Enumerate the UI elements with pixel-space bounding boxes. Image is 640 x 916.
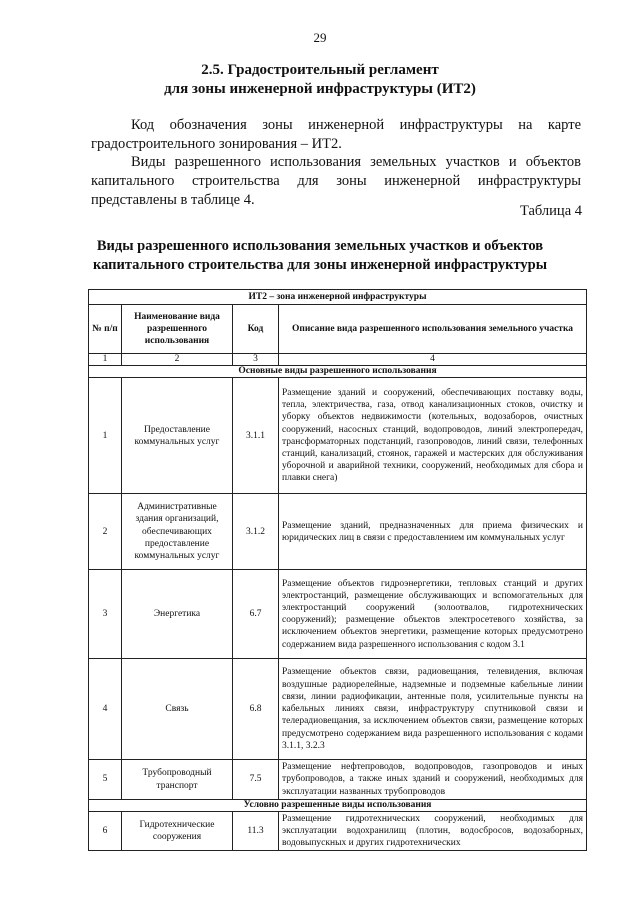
row-code: 11.3 — [233, 811, 279, 851]
col-header-code: Код — [233, 305, 279, 354]
row-name: Связь — [122, 659, 233, 760]
row-name: Предоставление коммунальных услуг — [122, 378, 233, 494]
section-title — [0, 61, 640, 99]
group-main-label: Основные виды разрешенного использования — [89, 366, 587, 378]
group-row-conditional — [89, 799, 587, 811]
row-description: Размещение нефтепроводов, водопроводов, газопроводов и иных трубопроводов, а также иных зданий и сооружений, необходимых для эксплуатации названных трубопроводов — [279, 760, 587, 800]
row-number: 4 — [89, 659, 122, 760]
section-title-line1: 2.5. Градостроительный регламент — [201, 62, 439, 78]
row-name: Гидротехнические сооружения — [122, 811, 233, 851]
row-name: Административные здания организаций, обеспечивающих предоставление коммунальных услуг — [122, 494, 233, 570]
table-row — [89, 811, 587, 851]
row-code: 6.7 — [233, 570, 279, 659]
row-description: Размещение объектов связи, радиовещания, телевидения, включая воздушные радиорелейные, надземные и подземные кабельные линии связи, линии радиофикации, антенные поля, усилительные пункты на кабельных линиях связи, инфраструктуру спутниковой связи и телерадиовещания, за исключением объектов связи, размещение которых предусмотрено содержанием вида разрешенного использования с кодами 3.1.1, 3.2.3 — [279, 659, 587, 760]
col-header-desc: Описание вида разрешенного использования земельного участка — [279, 305, 587, 354]
table-title — [0, 237, 640, 275]
page-number: 29 — [313, 30, 327, 45]
col-number: 1 — [89, 354, 122, 366]
col-number: 4 — [279, 354, 587, 366]
column-header-row — [89, 305, 587, 354]
row-description: Размещение зданий и сооружений, обеспечивающих поставку воды, тепла, электричества, газа, отвод канализационных стоков, очистку и уборку объектов недвижимости (котельных, водозаборов, очистных сооружений, насосных станций, водопроводов, линий электропередач, трансформаторных подстанций, газопроводов, линий связи, телефонных станций, канализаций, стоянок, гаражей и мастерских для обслуживания уборочной и аварийной техники, сооружений, необходимых для сбора и плавки снега) — [279, 378, 587, 494]
row-code: 7.5 — [233, 760, 279, 800]
land-use-table — [88, 289, 587, 851]
row-code: 3.1.2 — [233, 494, 279, 570]
table-row — [89, 570, 587, 659]
zone-header: ИТ2 – зона инженерной инфраструктуры — [89, 290, 587, 305]
row-description: Размещение объектов гидроэнергетики, тепловых станций и других электростанций, размещение обслуживающих и вспомогательных для электростанций сооружений (золоотвалов, гидротехнических сооружений); размещение объектов электросетевого хозяйства, за исключением объектов энергетики, размещение которых предусмотрено содержанием вида разрешенного использования с кодом 3.1 — [279, 570, 587, 659]
paragraph-table-intro: Виды разрешенного использования земельных участков и объектов капитального строительства для зоны инженерной инфраструктуры представлены в таблице 4. — [91, 154, 581, 208]
row-number: 1 — [89, 378, 122, 494]
row-name: Трубопроводный транспорт — [122, 760, 233, 800]
section-title-line2: для зоны инженерной инфраструктуры (ИТ2) — [164, 81, 476, 97]
table-row — [89, 378, 587, 494]
col-header-no: № п/п — [89, 305, 122, 354]
table-row — [89, 760, 587, 800]
row-number: 6 — [89, 811, 122, 851]
col-number: 2 — [122, 354, 233, 366]
row-number: 5 — [89, 760, 122, 800]
group-conditional-label: Условно разрешенные виды использования — [89, 799, 587, 811]
row-description: Размещение гидротехнических сооружений, необходимых для эксплуатации водохранилищ (плотин, водосбросов, водозаборных, водовыпускных и других гидротехнических — [279, 811, 587, 851]
row-code: 6.8 — [233, 659, 279, 760]
table-row — [89, 494, 587, 570]
group-row-main — [89, 366, 587, 378]
table-title-line1: Виды разрешенного использования земельных участков и объектов — [96, 238, 544, 254]
col-header-name: Наименование вида разрешенного использования — [122, 305, 233, 354]
row-description: Размещение зданий, предназначенных для приема физических и юридических лиц в связи с предоставлением им коммунальных услуг — [279, 494, 587, 570]
row-number: 2 — [89, 494, 122, 570]
col-number: 3 — [233, 354, 279, 366]
row-code: 3.1.1 — [233, 378, 279, 494]
row-number: 3 — [89, 570, 122, 659]
table-label: Таблица 4 — [519, 203, 582, 219]
zone-header-row — [89, 290, 587, 305]
row-name: Энергетика — [122, 570, 233, 659]
table-title-line2: капитального строительства для зоны инженерной инфраструктуры — [92, 257, 548, 273]
table-row — [89, 659, 587, 760]
column-number-row — [89, 354, 587, 366]
paragraph-zone-code: Код обозначения зоны инженерной инфраструктуры на карте градостроительного зонирования – ИТ2. — [91, 117, 581, 152]
